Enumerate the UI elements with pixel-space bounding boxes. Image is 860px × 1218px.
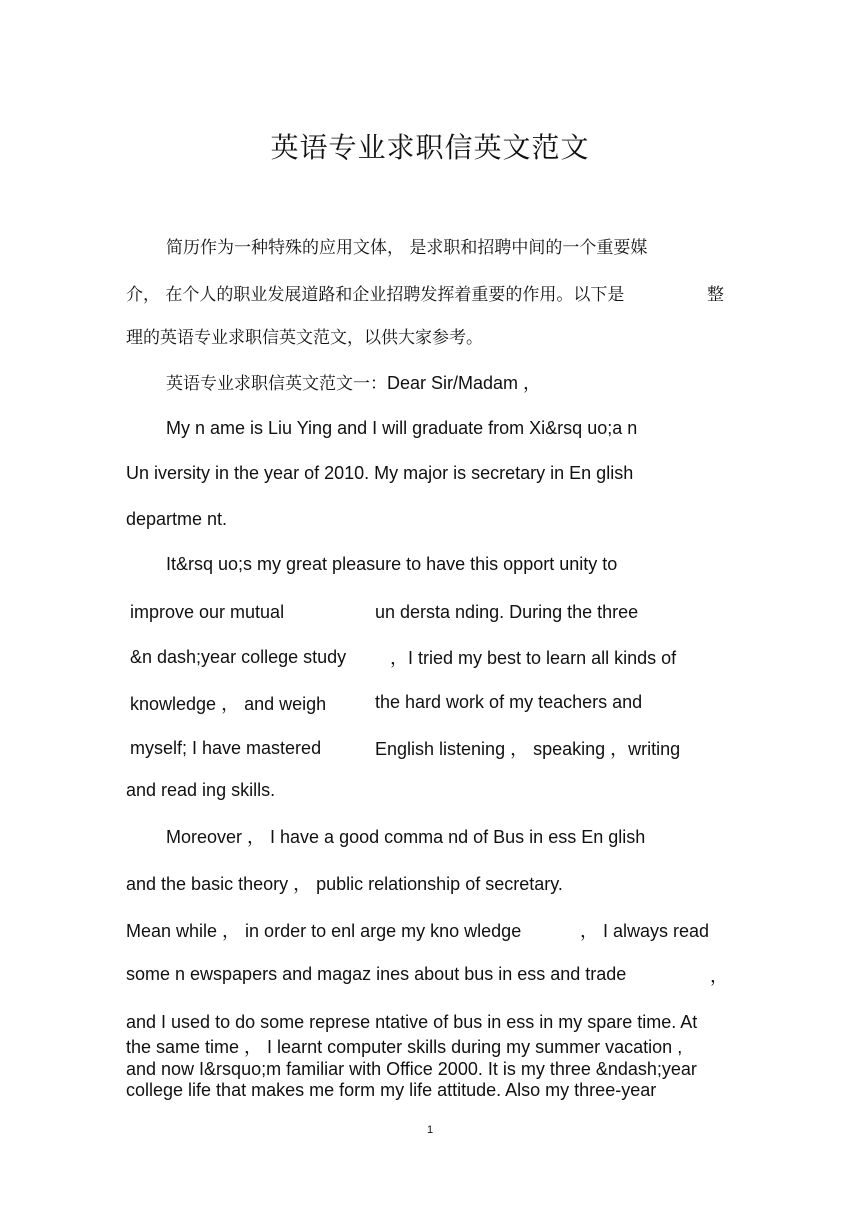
letter-line: and now I&rsquo;m familiar with Office 2000. It is my three &ndash;year	[126, 1059, 697, 1079]
letter-line: and read ing skills.	[126, 780, 276, 800]
page-title: 英语专业求职信英文范文	[270, 131, 590, 164]
letter-line: the same time ， I learnt computer skills during my summer vacation ,	[126, 1037, 683, 1057]
page-number: 1	[426, 1124, 434, 1136]
letter-line-end: ， I always read	[580, 921, 710, 941]
intro-line-2: 介， 在个人的职业发展道路和企业招聘发挥着重要的作用。以下是	[126, 285, 625, 305]
sample-heading-cn: 英语专业求职信英文范文一：	[166, 374, 387, 394]
letter-line: and the basic theory ， public relationship of secretary.	[126, 874, 563, 894]
letter-line: It&rsq uo;s my great pleasure to have this opport unity to	[166, 554, 618, 574]
letter-line: college life that makes me form my life attitude. Also my three-year	[126, 1080, 657, 1100]
left-column-line: &n dash;year college study	[130, 647, 347, 667]
sample-heading	[166, 369, 541, 395]
right-column-line: ，I tried my best to learn all kinds of	[390, 648, 677, 668]
letter-line: Moreover ， I have a good comma nd of Bus in ess En glish	[166, 827, 646, 847]
letter-line: and I used to do some represe ntative of bus in ess in my spare time. At	[126, 1012, 698, 1032]
right-column-line: the hard work of my teachers and	[375, 692, 643, 712]
intro-line-1: 简历作为一种特殊的应用文体， 是求职和招聘中间的一个重要媒	[166, 238, 648, 258]
letter-line: departme nt.	[126, 509, 228, 529]
left-column-line: improve our mutual	[130, 602, 285, 622]
right-column-line: un dersta nding. During the three	[375, 602, 639, 622]
letter-line: Un iversity in the year of 2010. My major is secretary in En glish	[126, 463, 634, 483]
letter-line: Mean while ， in order to enl arge my kno wledge	[126, 921, 522, 941]
letter-line: My n ame is Liu Ying and I will graduate from Xi&rsq uo;a n	[166, 418, 638, 438]
letter-line-end: ，	[710, 966, 728, 986]
left-column-line: knowledge ， and weigh	[130, 694, 327, 714]
salutation: Dear Sir/Madam ，	[387, 373, 542, 393]
intro-line-3: 理的英语专业求职信英文范文，以供大家参考。	[126, 328, 483, 348]
left-column-line: myself; I have mastered	[130, 738, 322, 758]
right-column-line: English listening ， speaking ，writing	[375, 739, 681, 759]
intro-line-2-end: 整	[707, 285, 724, 305]
letter-line: some n ewspapers and magaz ines about bus in ess and trade	[126, 964, 627, 984]
